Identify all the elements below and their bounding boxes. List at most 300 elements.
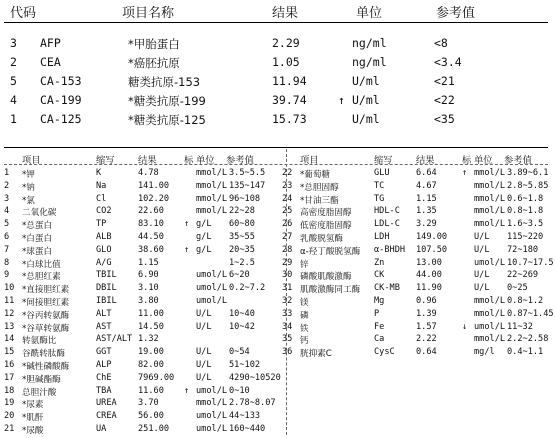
marker-unit: U/ml	[352, 112, 380, 126]
test-unit: umol/L	[196, 283, 228, 294]
test-reference: 1.6~3.5	[507, 219, 544, 230]
test-result: 1.15	[416, 193, 437, 204]
marker-unit: ng/ml	[352, 36, 387, 50]
test-abbreviation: TP	[96, 219, 107, 230]
lab-row	[0, 258, 286, 270]
test-reference: 96~108	[229, 193, 261, 204]
test-abbreviation: TBA	[96, 385, 112, 396]
test-reference: 0~10	[229, 385, 250, 396]
test-reference: 0.87~1.45	[507, 308, 554, 319]
row-number: 15	[4, 347, 15, 358]
test-abbreviation: UA	[96, 424, 107, 434]
test-result: 11.90	[416, 283, 442, 294]
test-result: 149.00	[416, 232, 448, 242]
lab-row	[0, 232, 286, 244]
lab-row	[0, 360, 286, 372]
test-abbreviation: A/G	[96, 257, 112, 268]
lab-row	[278, 296, 556, 308]
row-number: 20	[4, 411, 15, 422]
marker-reference: <21	[434, 74, 455, 88]
test-name: *尿酸	[22, 426, 44, 436]
test-abbreviation: α-BHDH	[374, 244, 406, 255]
row-number: 34	[282, 321, 293, 332]
left-header-name: 项目	[22, 155, 41, 166]
test-unit: umol/L	[196, 270, 228, 281]
test-name: 总胆汁酸	[22, 387, 57, 398]
test-unit: U/L	[196, 360, 212, 370]
test-abbreviation: UREA	[96, 398, 117, 409]
row-number: 33	[282, 308, 293, 319]
row-number: 17	[4, 372, 15, 383]
marker-name: 糖类抗原-153	[128, 75, 201, 89]
test-unit: U/L	[474, 283, 490, 294]
test-reference: 2.2~2.58	[507, 334, 549, 345]
lab-row	[0, 386, 286, 398]
test-reference: 11~32	[507, 321, 533, 332]
row-number: 24	[282, 193, 293, 204]
row-number: 2	[4, 180, 10, 191]
test-reference: 22~28	[229, 206, 255, 217]
marker-result: 15.73	[272, 112, 307, 126]
test-abbreviation: TC	[374, 180, 385, 191]
row-number: 29	[282, 257, 293, 268]
left-header-flag: 标	[184, 155, 194, 166]
test-reference: 0.6~1.8	[507, 193, 544, 204]
marker-name: *癌胚抗原	[128, 56, 180, 70]
test-unit: g/L	[196, 219, 212, 230]
row-number: 12	[4, 308, 15, 319]
lab-row	[278, 322, 556, 334]
test-result: 3.10	[138, 283, 159, 294]
row-number: 1	[10, 112, 17, 126]
header-divider	[4, 22, 548, 23]
lab-row	[278, 168, 556, 180]
marker-code: AFP	[40, 36, 61, 50]
lab-row	[278, 283, 556, 295]
test-abbreviation: CREA	[96, 411, 117, 422]
test-reference: 0~54	[229, 347, 250, 358]
test-name: *总胆红素	[22, 272, 61, 283]
test-reference: 3.5~5.5	[229, 168, 266, 178]
test-result: 3.80	[138, 296, 159, 306]
lab-row	[278, 258, 556, 270]
test-name: *白蛋白	[22, 234, 53, 244]
test-abbreviation: GGT	[96, 347, 112, 358]
row-number: 32	[282, 296, 293, 306]
test-unit: g/L	[196, 232, 212, 242]
test-abbreviation: GLO	[96, 244, 112, 255]
right-header-abbr: 缩写	[374, 155, 393, 166]
test-unit: mmol/L	[474, 168, 506, 178]
test-abbreviation: IBIL	[96, 296, 117, 306]
test-name: *氯	[22, 195, 35, 206]
test-result: 6.64	[416, 168, 437, 178]
test-result: 2.22	[416, 334, 437, 345]
row-number: 7	[4, 244, 10, 255]
lab-row	[0, 219, 286, 231]
tumor-row	[0, 74, 556, 92]
test-reference: 10.7~17.5	[507, 257, 554, 268]
marker-result: 1.05	[272, 55, 300, 69]
test-abbreviation: Na	[96, 180, 107, 191]
row-number: 28	[282, 244, 293, 255]
row-number: 4	[4, 206, 10, 217]
test-result: 0.64	[416, 347, 437, 358]
test-result: 22.60	[138, 206, 164, 217]
right-header-flag: 标	[462, 155, 472, 166]
test-unit: U/L	[196, 372, 212, 383]
row-number: 1	[4, 168, 10, 178]
test-abbreviation: ChE	[96, 372, 112, 383]
test-result: 13.00	[416, 257, 442, 268]
tumor-row	[0, 93, 556, 111]
test-result: 11.00	[138, 308, 164, 319]
test-name: *白球比值	[22, 259, 61, 270]
row-number: 23	[282, 180, 293, 191]
test-reference: 6~20	[229, 270, 250, 281]
test-unit: mmol/L	[474, 308, 506, 319]
lab-row	[0, 296, 286, 308]
test-name: 镁	[300, 298, 309, 308]
marker-result: 11.94	[272, 74, 307, 88]
chem-header-divider	[4, 164, 548, 165]
test-result: 82.00	[138, 360, 164, 370]
header-unit: 单位	[356, 6, 383, 21]
test-unit: umol/L	[474, 321, 506, 332]
test-unit: mmol/L	[196, 168, 228, 178]
flag-arrow-icon: ↑	[338, 93, 345, 107]
test-abbreviation: ALB	[96, 232, 112, 242]
test-reference: 10~42	[229, 321, 255, 332]
lab-row	[278, 334, 556, 346]
test-reference: 0.8~1.2	[507, 296, 544, 306]
marker-reference: <22	[434, 93, 455, 107]
test-name: 乳酸脱氢酶	[300, 234, 343, 244]
test-reference: 0~25	[507, 283, 528, 294]
left-header-ref: 参考值	[226, 155, 254, 166]
test-unit: mmol/L	[196, 398, 228, 409]
marker-unit: U/ml	[352, 93, 380, 107]
test-name: *总蛋白	[22, 221, 53, 232]
tumor-row	[0, 112, 556, 130]
test-abbreviation: CK-MB	[374, 283, 400, 294]
row-number: 14	[4, 334, 15, 345]
test-name: *钠	[22, 182, 35, 193]
lab-row	[278, 347, 556, 359]
test-name: *间接胆红素	[22, 298, 70, 308]
right-header-result: 结果	[416, 155, 435, 166]
lab-row	[0, 309, 286, 321]
test-name: 钙	[300, 336, 309, 347]
test-unit: mmol/L	[474, 296, 506, 306]
row-number: 3	[10, 36, 17, 50]
marker-reference: <3.4	[434, 55, 462, 69]
test-result: 7969.00	[138, 372, 175, 383]
test-name: 磷	[300, 310, 309, 321]
row-number: 19	[4, 398, 15, 409]
test-unit: U/L	[474, 270, 490, 281]
test-unit: U/L	[474, 232, 490, 242]
test-unit: mmol/L	[196, 193, 228, 204]
test-abbreviation: CysC	[374, 347, 395, 358]
test-unit: umol/L	[196, 385, 228, 396]
test-name: *总胆固醇	[300, 182, 339, 193]
test-abbreviation: ALT	[96, 308, 112, 319]
row-number: 11	[4, 296, 15, 306]
test-result: 4.67	[416, 180, 437, 191]
lab-row	[0, 322, 286, 334]
test-name: 谷酰转肽酶	[22, 349, 65, 360]
marker-code: CA-125	[40, 112, 82, 126]
test-unit: mmol/L	[474, 334, 506, 345]
marker-name: *糖类抗原-199	[128, 94, 206, 108]
lab-row	[278, 181, 556, 193]
test-result: 3.29	[416, 219, 437, 230]
lab-row	[278, 309, 556, 321]
marker-unit: U/ml	[352, 74, 380, 88]
test-reference: 2.78~8.07	[229, 398, 276, 409]
header-item-name: 项目名称	[122, 6, 175, 21]
row-number: 16	[4, 360, 15, 370]
lab-row	[0, 424, 286, 436]
test-name: *胆碱酯酶	[22, 374, 61, 385]
test-result: 56.00	[138, 411, 164, 422]
lab-row	[278, 206, 556, 218]
flag-arrow-icon: ↑	[184, 219, 190, 230]
tumor-row	[0, 55, 556, 73]
left-header-unit: 单位	[196, 155, 215, 166]
lab-row	[0, 411, 286, 423]
test-name: *甘油三酯	[300, 195, 339, 206]
marker-result: 39.74	[272, 93, 307, 107]
test-abbreviation: TG	[374, 193, 385, 204]
chem-top-divider	[4, 147, 548, 148]
row-number: 27	[282, 232, 293, 242]
test-abbreviation: K	[96, 168, 102, 178]
row-number: 35	[282, 334, 293, 345]
test-reference: 51~102	[229, 360, 261, 370]
test-result: 44.50	[138, 232, 164, 242]
row-number: 21	[4, 424, 15, 434]
test-abbreviation: TBIL	[96, 270, 117, 281]
marker-name: *甲胎蛋白	[128, 37, 180, 51]
row-number: 3	[4, 193, 10, 204]
marker-reference: <8	[434, 36, 448, 50]
test-unit: umol/L	[196, 296, 228, 306]
test-name: *谷草转氨酶	[22, 323, 70, 334]
test-name: *谷丙转氨酶	[22, 310, 70, 321]
test-result: 4.78	[138, 168, 159, 178]
lab-row	[278, 232, 556, 244]
test-name: *肌酐	[22, 413, 44, 424]
test-result: 83.10	[138, 219, 164, 230]
row-number: 25	[282, 206, 293, 217]
lab-row	[0, 398, 286, 410]
test-abbreviation: Fe	[374, 321, 385, 332]
test-abbreviation: CK	[374, 270, 385, 281]
test-abbreviation: DBIL	[96, 283, 117, 294]
lab-row	[0, 206, 286, 218]
test-result: 1.35	[416, 206, 437, 217]
test-name: 胱抑素C	[300, 349, 332, 360]
lab-row	[278, 245, 556, 257]
test-reference: 115~220	[507, 232, 544, 242]
row-number: 4	[10, 93, 17, 107]
lab-row	[0, 270, 286, 282]
test-reference: 35~55	[229, 232, 255, 242]
test-reference: 60~80	[229, 219, 255, 230]
left-header-abbr: 缩写	[96, 155, 115, 166]
test-result: 102.20	[138, 193, 170, 204]
flag-arrow-icon: ↑	[462, 168, 468, 178]
lab-row	[0, 168, 286, 180]
test-reference: 22~269	[507, 270, 539, 281]
test-reference: 4290~10520	[229, 372, 281, 383]
left-header-result: 结果	[138, 155, 157, 166]
marker-code: CA-153	[40, 74, 82, 88]
lab-row	[0, 334, 286, 346]
test-unit: U/L	[196, 308, 212, 319]
test-abbreviation: Zn	[374, 257, 385, 268]
row-number: 10	[4, 283, 15, 294]
test-unit: U/L	[474, 244, 490, 255]
test-reference: 72~180	[507, 244, 539, 255]
test-name: *直接胆红素	[22, 285, 70, 296]
test-result: 1.57	[416, 321, 437, 332]
test-unit: U/L	[196, 347, 212, 358]
test-name: 肌酸激酶同工酶	[300, 285, 361, 296]
lab-row	[0, 283, 286, 295]
test-abbreviation: CO2	[96, 206, 112, 217]
test-abbreviation: ALP	[96, 360, 112, 370]
test-abbreviation: LDL-C	[374, 219, 400, 230]
test-unit: mmol/L	[474, 193, 506, 204]
header-result: 结果	[272, 6, 299, 21]
lab-row	[278, 194, 556, 206]
flag-arrow-icon: ↑	[184, 385, 190, 396]
test-result: 14.50	[138, 321, 164, 332]
header-reference: 参考值	[436, 6, 476, 21]
lab-row	[0, 373, 286, 385]
row-number: 13	[4, 321, 15, 332]
row-number: 31	[282, 283, 293, 294]
test-reference: 160~440	[229, 424, 266, 434]
right-header-unit: 单位	[474, 155, 493, 166]
lab-row	[0, 245, 286, 257]
test-reference: 0.2~7.2	[229, 283, 266, 294]
test-abbreviation: Mg	[374, 296, 385, 306]
test-reference: 3.89~6.1	[507, 168, 549, 178]
row-number: 9	[4, 270, 10, 281]
test-result: 1.32	[138, 334, 159, 345]
test-reference: 2.8~5.85	[507, 180, 549, 191]
test-name: 磷酸肌酸激酶	[300, 272, 352, 283]
test-name: *球蛋白	[22, 246, 53, 257]
test-result: 44.00	[416, 270, 442, 281]
test-name: α-羟丁酸脱氢酶	[300, 246, 361, 257]
row-number: 8	[4, 257, 10, 268]
test-result: 251.00	[138, 424, 170, 434]
test-result: 0.96	[416, 296, 437, 306]
lab-row	[278, 270, 556, 282]
row-number: 5	[10, 74, 17, 88]
test-unit: U/L	[196, 321, 212, 332]
test-result: 107.50	[416, 244, 448, 255]
header-code: 代码	[10, 6, 37, 21]
marker-result: 2.29	[272, 36, 300, 50]
test-unit: mmol/L	[474, 180, 506, 191]
tumor-row	[0, 36, 556, 54]
marker-name: *糖类抗原-125	[128, 113, 206, 127]
test-abbreviation: HDL-C	[374, 206, 400, 217]
test-unit: mmol/L	[474, 206, 506, 217]
test-abbreviation: Ca	[374, 334, 385, 345]
lab-row	[0, 347, 286, 359]
right-header-ref: 参考值	[504, 155, 532, 166]
test-name: 高密度脂固醇	[300, 208, 352, 219]
row-number: 2	[10, 55, 17, 69]
test-result: 6.90	[138, 270, 159, 281]
test-result: 11.60	[138, 385, 164, 396]
test-unit: umol/L	[196, 424, 228, 434]
test-result: 38.60	[138, 244, 164, 255]
row-number: 5	[4, 219, 10, 230]
test-result: 1.39	[416, 308, 437, 319]
lab-row	[0, 194, 286, 206]
test-result: 3.70	[138, 398, 159, 409]
test-unit: mmol/L	[196, 206, 228, 217]
test-unit: mg/l	[474, 347, 495, 358]
test-abbreviation: Cl	[96, 193, 107, 204]
test-result: 1.15	[138, 257, 159, 268]
test-name: *碱性磷酸酶	[22, 362, 70, 372]
test-reference: 135~147	[229, 180, 266, 191]
test-abbreviation: AST/ALT	[96, 334, 133, 345]
test-unit: mmol/L	[474, 219, 506, 230]
row-number: 6	[4, 232, 10, 242]
test-unit: umol/L	[196, 411, 228, 422]
right-header-name: 项目	[300, 155, 319, 166]
test-result: 19.00	[138, 347, 164, 358]
flag-arrow-icon: ↑	[184, 244, 190, 255]
test-reference: 10~40	[229, 308, 255, 319]
test-abbreviation: GLU	[374, 168, 390, 178]
test-name: 转氨酶比	[22, 336, 57, 347]
test-name: 锌	[300, 259, 309, 270]
test-reference: 20~35	[229, 244, 255, 255]
test-result: 141.00	[138, 180, 170, 191]
row-number: 22	[282, 168, 293, 178]
lab-row	[0, 181, 286, 193]
test-name: *尿素	[22, 400, 44, 411]
test-unit: umol/L	[474, 257, 506, 268]
marker-code: CEA	[40, 55, 61, 69]
marker-reference: <35	[434, 112, 455, 126]
test-abbreviation: P	[374, 308, 380, 319]
test-name: *钾	[22, 170, 35, 180]
row-number: 36	[282, 347, 293, 358]
test-abbreviation: AST	[96, 321, 112, 332]
row-number: 30	[282, 270, 293, 281]
marker-unit: ng/ml	[352, 55, 387, 69]
test-reference: 44~133	[229, 411, 261, 422]
test-name: 二氧化碳	[22, 208, 57, 219]
row-number: 18	[4, 385, 15, 396]
test-name: 铁	[300, 323, 309, 334]
row-number: 26	[282, 219, 293, 230]
marker-code: CA-199	[40, 93, 82, 107]
test-abbreviation: LDH	[374, 232, 390, 242]
